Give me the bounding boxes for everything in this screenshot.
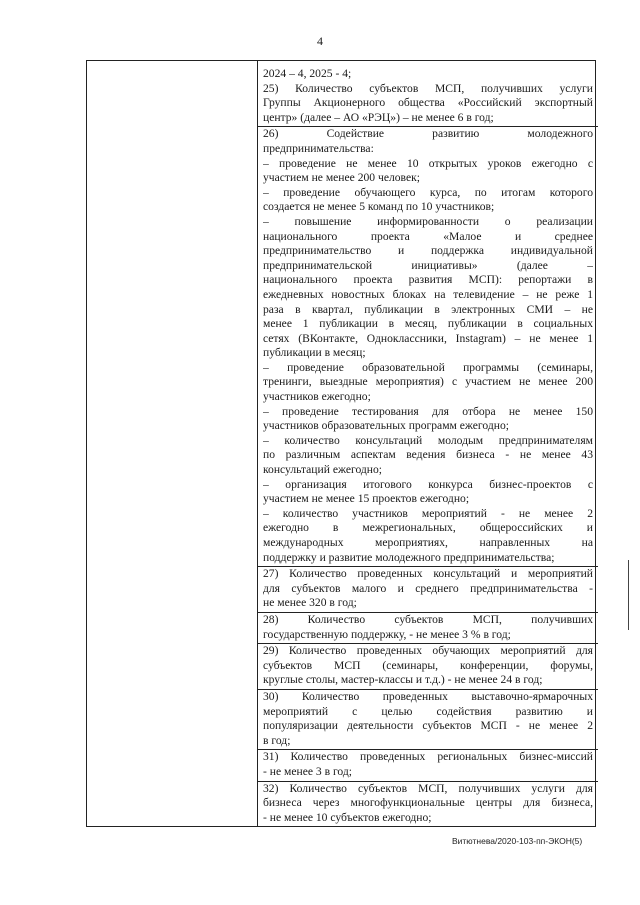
text-line: менее 1 публикации в месяц, публикации в социальных — [263, 317, 593, 331]
text-line: центр» (далее – АО «РЭЦ») – не менее 6 в год; — [263, 110, 494, 124]
text-line: 2024 – 4, 2025 - 4; — [263, 67, 352, 80]
text-line: публикации в месяц; — [263, 346, 366, 360]
text-line: - не менее 3 в год; — [263, 764, 353, 778]
text-line: государственную поддержку, - не менее 3 % в год; — [263, 627, 511, 641]
table-right-cell — [263, 67, 593, 825]
text-line: – проведение не менее 10 открытых уроков ежегодно с — [263, 156, 593, 170]
text-line: 25) Количество субъектов МСП, получивших услуги — [263, 81, 593, 95]
page-number: 4 — [317, 34, 323, 48]
text-line: по различным аспектам ведения бизнеса - не менее 43 — [263, 448, 593, 462]
table-left-cell — [87, 61, 258, 826]
text-line: - не менее 10 субъектов ежегодно; — [263, 810, 432, 824]
text-line: предпринимательства: — [263, 141, 374, 155]
text-line: – количество консультаций молодым предпринимателям — [263, 433, 593, 447]
text-line: – количество участников мероприятий - не менее 2 — [263, 506, 593, 520]
text-line: 30) Количество проведенных выставочно-ярмарочных — [263, 689, 593, 703]
text-line: участием не менее 200 человек; — [263, 171, 420, 185]
text-line: ежедневных новостных блоках на телевидение – не реже 1 — [263, 287, 593, 301]
text-line: национального проекта развития МСП): репортажи в — [263, 273, 593, 287]
text-line: популяризации деятельности субъектов МСП - не менее 2 — [263, 719, 593, 733]
text-line: круглые столы, мастер-классы и т.д.) - не менее 24 в год; — [263, 673, 543, 687]
scan-edge-mark — [628, 560, 629, 630]
text-line: – проведение образовательной программы (семинары, — [263, 360, 593, 374]
document-table — [86, 60, 596, 827]
text-line: бизнеса через многофункциональные центры для бизнеса, — [263, 796, 593, 810]
text-line: поддержку и развитие молодежного предпринимательства; — [263, 550, 555, 564]
text-line: 32) Количество субъектов МСП, получивших услуги для — [263, 781, 593, 795]
text-line: 26) Содействие развитию молодежного — [263, 127, 593, 141]
text-line: для субъектов малого и среднего предпринимательства - — [263, 581, 593, 595]
text-line: – проведение тестирования для отбора не менее 150 — [263, 404, 593, 418]
text-line: консультаций ежегодно; — [263, 463, 383, 477]
text-line: 27) Количество проведенных консультаций и мероприятий — [263, 567, 593, 581]
document-code: Витютнева/2020-103-пп-ЭКОН(5) — [452, 836, 583, 846]
text-line: создается не менее 5 команд по 10 участников; — [263, 200, 495, 214]
text-line: участием не менее 15 проектов ежегодно; — [263, 492, 470, 506]
text-line: сетях (ВКонтакте, Одноклассники, Instagram) – не менее 1 — [263, 331, 593, 345]
text-line: – организация итогового конкурса бизнес-проектов с — [263, 477, 593, 491]
text-line: ежегодно в межрегиональных, общероссийских и — [263, 521, 593, 535]
text-line: – повышение информированности о реализации — [263, 214, 593, 228]
text-line: – проведение обучающего курса, по итогам которого — [263, 185, 593, 199]
text-line: мероприятий с целью содействия развитию и — [263, 704, 593, 718]
text-line: раза в квартал, публикации в электронных СМИ – не — [263, 302, 593, 316]
text-line: международных мероприятиях, направленных на — [263, 536, 593, 549]
text-line: Группы Акционерного общества «Российский экспортный — [263, 96, 593, 110]
text-line: 29) Количество проведенных обучающих мероприятий для — [263, 644, 593, 658]
text-line: предпринимательство и поддержка индивидуальной — [263, 244, 593, 258]
text-line: 31) Количество проведенных региональных бизнес-миссий — [263, 750, 593, 764]
text-line: не менее 320 в год; — [263, 596, 357, 610]
text-line: в год; — [263, 733, 291, 747]
text-line: тренинги, выездные мероприятия) с участием не менее 200 — [263, 375, 593, 389]
text-line: субъектов МСП (семинары, конференции, форумы, — [263, 658, 593, 672]
text-line: участников образовательных программ ежегодно; — [263, 419, 509, 433]
text-line: национального проекта «Малое и среднее — [263, 229, 593, 243]
text-line: 28) Количество субъектов МСП, получивших — [263, 612, 593, 626]
text-line: предпринимательской инициативы» (далее – — [263, 258, 593, 272]
text-line: участников ежегодно; — [263, 390, 371, 404]
